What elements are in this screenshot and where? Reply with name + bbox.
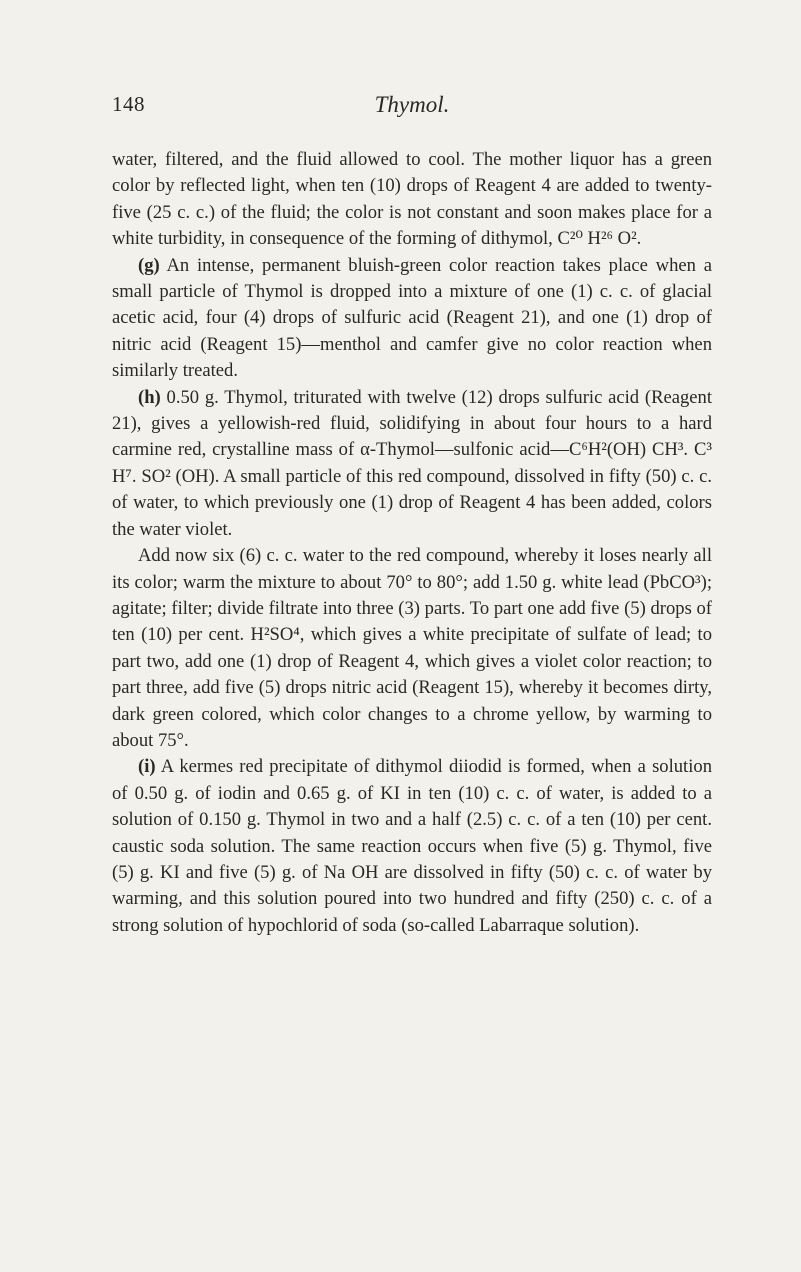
paragraph-continuation <box>112 147 712 253</box>
paragraph-label: (g) <box>138 254 160 276</box>
running-head <box>112 92 712 122</box>
paragraph-i <box>112 754 712 939</box>
paragraph-label: (i) <box>138 756 156 778</box>
page-number: 148 <box>112 92 145 116</box>
paragraph-text: water, filtered, and the fluid allowed to cool. The mother liquor has a green color by reflected light, when ten (10) drops of Reagent 4 are added to twenty-five (25 c. c.) of the fluid; the color is not constant and soon makes place for a white turbidity, in consequence of the forming of dithymol, C²⁰ H²⁶ O². <box>112 149 712 250</box>
paragraph-text: Add now six (6) c. c. water to the red compound, whereby it loses nearly all its color; warm the mixture to about 70° to 80°; add 1.50 g. white lead (PbCO³); agitate; filter; divide filtrate into three (3) parts. To part one add five (5) drops of ten (10) per cent. H²SO⁴, which gives a white precipitate of sulfate of lead; to part two, add one (1) drop of Reagent 4, which gives a violet color reaction; to part three, add five (5) drops nitric acid (Reagent 15), whereby it becomes dirty, dark green colored, which color changes to a chrome yellow, by warming to about 75°. <box>112 545 712 751</box>
paragraph-text: An intense, permanent bluish-green color reaction takes place when a small particle of Thymol is dropped into a mixture of one (1) c. c. of glacial acetic acid, four (4) drops of sulfuric acid (Reagent 21), and one (1) drop of nitric acid (Reagent 15)—menthol and camfer give no color reaction when similarly treated. <box>112 254 712 382</box>
paragraph-label: (h) <box>138 386 161 408</box>
paragraph-add-now <box>112 543 712 754</box>
paragraph-text: A kermes red precipitate of dithymol diiodid is formed, when a solution of 0.50 g. of iodin and 0.65 g. of KI in ten (10) c. c. of water, is added to a solution of 0.150 g. Thymol in two and a half (2.5) c. c. of a ten (10) per cent. caustic soda solution. The same reaction occurs when five (5) g. Thymol, five (5) g. KI and five (5) g. of Na OH are dissolved in fifty (50) c. c. of water by warming, and this solution poured into two hundred and fifty (250) c. c. of a strong solution of hypochlorid of soda (so-called Labarraque solution). <box>112 756 712 936</box>
paragraph-h <box>112 385 712 543</box>
paragraph-g <box>112 253 712 385</box>
body-text <box>112 147 712 939</box>
running-title: Thymol. <box>374 92 450 117</box>
paragraph-text: 0.50 g. Thymol, triturated with twelve (12) drops sulfuric acid (Reagent 21), gives a yellowish-red fluid, solidifying in about four hours to a hard carmine red, crystalline mass of α-Thymol—sulfonic acid—C⁶H²(OH) CH³. C³ H⁷. SO² (OH). A small particle of this red compound, dissolved in fifty (50) c. c. of water, to which previously one (1) drop of Reagent 4 has been added, colors the water violet. <box>112 386 712 540</box>
